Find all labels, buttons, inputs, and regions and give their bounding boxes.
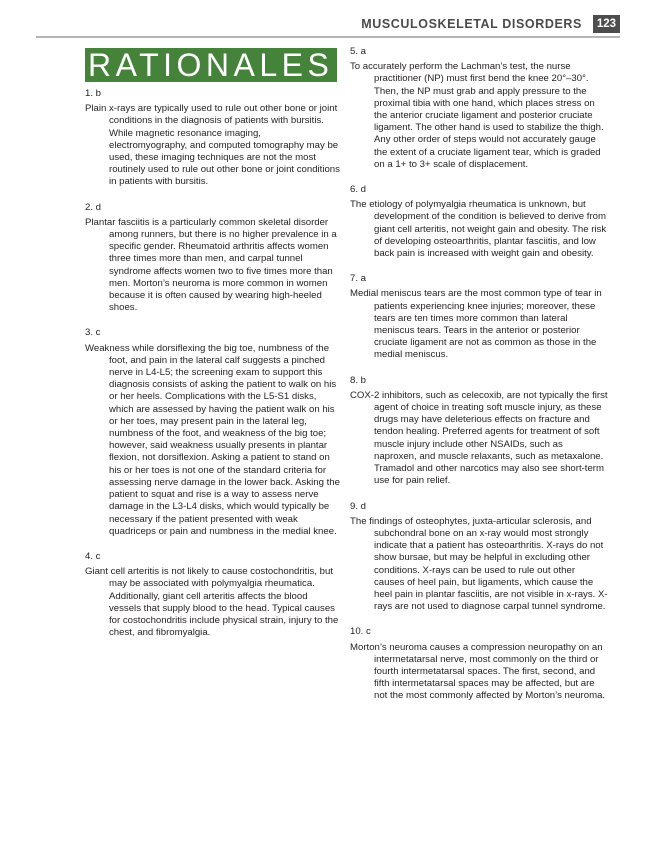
rationale-item: [85, 202, 341, 315]
rationale-text: The findings of osteophytes, juxta-articular sclerosis, and subchondral bone on an x-ray would most strongly indicate that a patient has osteoarthritis. X-rays do not show bursae, but may be helpful in excluding other conditions. X-rays can be used to rule out other causes of heel pain, but ligaments, which cause the heel pain in plantar fasciitis, are not visible in x-rays. X-rays are not used to diagnose carpal tunnel syndrome.: [350, 515, 608, 613]
answer-key: 6. d: [350, 184, 367, 196]
right-column: [350, 46, 608, 716]
rationale-text: Weakness while dorsiflexing the big toe, numbness of the foot, and pain in the lateral calf suggests a pinched nerve in L4-L5; the screening exam to support this diagnosis consists of asking the patient to walk on his or her heels. Complications with the L5-S1 disks, which are assessed by having the patient walk on his or her toes, may present pain in the lateral leg, numbness of the foot, and weakness of the big toe; however, said weakness usually presents in plantar flexion, not dorsiflexion. Asking a patient to stand on his or her toes is not one of the standard criteria for assessing nerve damage in the lower back. Asking the patient to squat and rise is a way to assess nerve damage in the L3-L4 disks, which would typically be necessary if the patient presented with weak quadriceps or pain and numbness in the medial knee.: [85, 342, 340, 537]
rationale-item: [350, 46, 608, 171]
answer-key: 7. a: [350, 273, 367, 285]
rationale-item: [350, 273, 608, 361]
rationale-item: [350, 501, 608, 614]
rationale-text: To accurately perform the Lachman’s test, the nurse practitioner (NP) must first bend the knee 20°–30°. Then, the NP must grab and apply pressure to the proximal tibia with one hand, which places stress on the anterior cruciate ligament and posterior cruciate ligament. The other hand is used to stabilize the thigh. Any other order of steps would not accurately gauge the extent of a cruciate ligament tear, which is graded on a 1+ to 3+ scale of displacement.: [350, 61, 604, 170]
rationale-text: Plantar fasciitis is a particularly common skeletal disorder among runners, but there is no higher prevalence in a specific gender. Rheumatoid arthritis affects women three times more than men, and carpal tunnel syndrome affects women two to five times more than men. Morton’s neuroma is more common in women because it is often caused by wearing high-heeled shoes.: [85, 216, 337, 314]
answer-key: 8. b: [350, 374, 367, 386]
rationale-text: Plain x-rays are typically used to rule out other bone or joint conditions in the diagnosis of patients with bursitis. While magnetic resonance imaging, electromyography, and computed tomography may be used, these imaging techniques are not the most routinely used to rule out other bone or joint conditions in patients with bursitis.: [85, 103, 340, 188]
left-column: [85, 46, 341, 652]
header-divider: [36, 36, 620, 38]
rationale-item: [85, 327, 341, 537]
page-number: 123: [593, 15, 620, 33]
answer-key: 5. a: [350, 46, 367, 57]
rationale-item: [85, 551, 341, 639]
answer-key: 3. c: [85, 327, 101, 339]
answer-key: 10. c: [350, 626, 371, 638]
rationale-item: [350, 184, 608, 260]
answer-key: 2. d: [85, 201, 102, 213]
rationales-banner: RATIONALES: [85, 48, 337, 82]
answer-key: 9. d: [350, 500, 367, 512]
rationale-text: Morton’s neuroma causes a compression neuropathy on an intermetatarsal nerve, most commonly on the third or fourth intermetatarsal spaces. The first, second, and fifth intermetatarsal spaces may be affected, but are not the most commonly affected by Morton’s neuroma.: [350, 641, 606, 702]
rationale-text: Giant cell arteritis is not likely to cause costochondritis, but may be associated with polymyalgia rheumatica. Additionally, giant cell arteritis affects the blood vessels that supply blood to the head. Typical causes for costochondritis include physical strain, injury to the chest, and fibromyalgia.: [85, 566, 339, 639]
page-header: [0, 14, 620, 36]
chapter-title: MUSCULOSKELETAL DISORDERS: [361, 17, 582, 31]
rationale-item: [350, 375, 608, 488]
rationale-item: [85, 88, 341, 189]
rationale-text: COX-2 inhibitors, such as celecoxib, are not typically the first agent of choice in treating soft muscle injury, as these drugs may have deleterious effects on fracture and tendon healing. Preferred agents for treatment of soft muscle injury include other NSAIDs, such as naproxen, and muscle relaxants, such as metaxalone. Tramadol and other narcotics may also see short-term use for pain relief.: [350, 389, 608, 487]
answer-key: 4. c: [85, 550, 101, 562]
rationale-text: The etiology of polymyalgia rheumatica is unknown, but development of the condition is believed to derive from giant cell arteritis, not weight gain and obesity. The risk of developing osteoarthritis, plantar fasciitis, and low back pain is increased with weight gain and obesity.: [350, 199, 607, 260]
rationale-text: Medial meniscus tears are the most common type of tear in patients experiencing knee injuries; moreover, these tears are ten times more common than lateral meniscus tears. Tears in the anterior or posterior cruciate ligament are not as common as those in the medial meniscus.: [350, 288, 602, 361]
rationale-item: [350, 626, 608, 702]
answer-key: 1. b: [85, 88, 102, 99]
